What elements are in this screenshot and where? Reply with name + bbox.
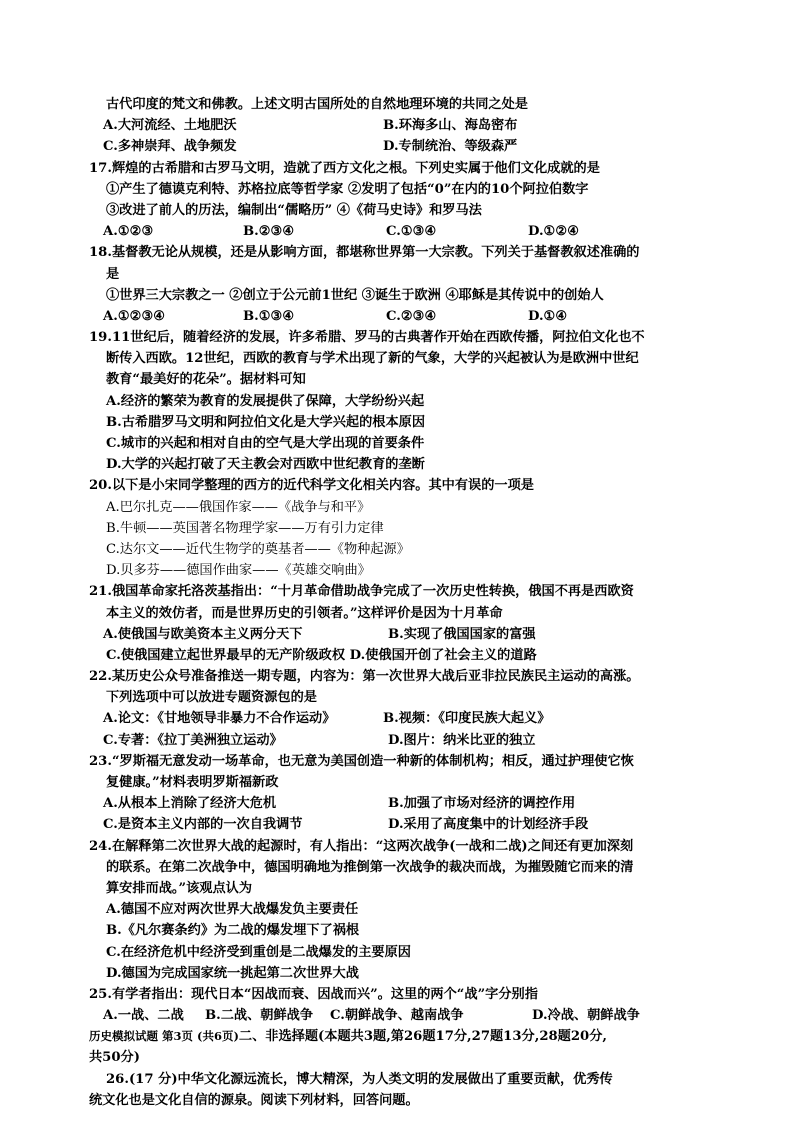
question-21-options-row2 [0, 645, 793, 666]
option-b: B.实现了俄国国家的富强 [388, 626, 536, 642]
question-18-stem-2: 是 [106, 266, 120, 282]
option-d: D.冷战、朝鲜战争 [532, 1008, 640, 1024]
question-20-stem: 20.以下是小宋同学整理的西方的近代科学文化相关内容。其中有误的一项是 [89, 478, 534, 494]
option-a: A.从根本上消除了经济大危机 [103, 796, 277, 812]
option-b: B.环海多山、海岛密布 [383, 118, 518, 134]
question-22-options-row2 [0, 730, 793, 751]
option-c: C.专著：《拉丁美洲独立运动》 [103, 732, 283, 748]
option-c: C.是资本主义内部的一次自我调节 [103, 817, 303, 833]
section-two-heading [0, 1026, 793, 1047]
option-d: D.采用了高度集中的计划经济手段 [388, 817, 589, 833]
question-17-options [0, 221, 793, 242]
question-19-option-b: B.古希腊罗马文明和阿拉伯文化是大学兴起的根本原因 [106, 414, 426, 430]
option-b: B.视频：《印度民族大起义》 [383, 711, 551, 727]
question-22-options-row1 [0, 708, 793, 729]
question-21-stem-2: 本主义的效仿者，而是世界历史的引领者。”这样评价是因为十月革命 [106, 605, 503, 621]
question-24-stem: 24.在解释第二次世界大战的起源时，有人指出：“这两次战争(一战和二战)之间还有更加深刻 [89, 838, 634, 854]
question-20-option-b: B.牛顿——英国著名物理学家——万有引力定律 [106, 520, 384, 536]
option-a: A.使俄国与欧美资本主义两分天下 [103, 626, 303, 642]
question-18-options [0, 306, 793, 327]
question-16-stem-end: 古代印度的梵文和佛教。上述文明古国所处的自然地理环境的共同之处是 [106, 97, 528, 112]
question-19-option-c: C.城市的兴起和相对自由的空气是大学出现的首要条件 [106, 436, 425, 451]
option-a: A.①②③④ [103, 308, 166, 324]
question-22-stem: 22.某历史公众号准备推送一期专题，内容为：第一次世界大战后亚非拉民族民主运动的高涨。 [89, 669, 640, 685]
question-19-stem: 19.11世纪后，随着经济的发展，许多希腊、罗马的古典著作开始在西欧传播，阿拉伯文化也不 [89, 330, 645, 346]
question-24-stem-3: 算安排而战。”该观点认为 [106, 880, 253, 896]
question-19-option-a: A.经济的繁荣为教育的发展提供了保障，大学纷纷兴起 [106, 393, 425, 409]
question-23-stem-2: 复健康。”材料表明罗斯福新政 [106, 775, 279, 790]
question-26-stem-2: 统文化也是文化自信的源泉。阅读下列材料，回答问题。 [89, 1092, 419, 1108]
question-19-option-d: D.大学的兴起打破了天主教会对西欧中世纪教育的垄断 [106, 457, 425, 473]
option-d: D.使俄国开创了社会主义的道路 [349, 647, 537, 663]
option-d: D.①④ [528, 308, 568, 324]
option-a: A.一战、二战 [103, 1008, 184, 1024]
question-17-stem: 17.辉煌的古希腊和古罗马文明，造就了西方文化之根。下列史实属于他们文化成就的是 [89, 160, 600, 176]
option-c: C.②③④ [386, 308, 437, 324]
question-17-items-2: ③改进了前人的历法，编制出“儒略历” ④《荷马史诗》和罗马法 [106, 202, 482, 218]
question-18-stem: 18.基督教无论从规模，还是从影响方面，都堪称世界第一大宗教。下列关于基督教叙述准确的 [89, 245, 640, 261]
option-c: C.使俄国建立起世界最早的无产阶级政权 [106, 647, 346, 663]
option-b: B.加强了市场对经济的调控作用 [388, 796, 576, 812]
exam-page [0, 94, 793, 1111]
option-d: D.图片：纳米比亚的独立 [388, 732, 536, 748]
option-c: C.①③④ [386, 224, 437, 240]
section-two-heading-2: 共50分) [89, 1050, 140, 1066]
question-19-stem-3: 教育“最美好的花朵”。据材料可知 [106, 372, 306, 388]
question-25-options [0, 1005, 793, 1026]
question-16-options-row2 [0, 136, 793, 157]
option-b: B.①③④ [243, 308, 295, 324]
section-two-title: 二、非选择题(本题共3题,第26题17分,27题13分,28题20分, [238, 1029, 607, 1045]
question-26-stem: 26.(17 分)中华文化源远流长，博大精深，为人类文明的发展做出了重要贡献，优秀传 [106, 1071, 613, 1087]
question-24-option-a: A.德国不应对两次世界大战爆发负主要责任 [106, 902, 359, 918]
question-24-option-b: B.《凡尔赛条约》为二战的爆发埋下了祸根 [106, 923, 360, 939]
option-a: A.论文：《甘地领导非暴力不合作运动》 [103, 711, 336, 727]
question-20-option-d: D.贝多芬——德国作曲家——《英雄交响曲》 [106, 563, 371, 579]
question-23-stem: 23.“罗斯福无意发动一场革命，也无意为美国创造一种新的体制机构；相反，通过护理使它恢 [89, 753, 634, 769]
question-16-options-row1 [0, 115, 793, 136]
question-21-options-row1 [0, 624, 793, 645]
option-b: B.二战、朝鲜战争 [205, 1008, 314, 1024]
question-24-option-d: D.德国为完成国家统一挑起第二次世界大战 [106, 965, 359, 981]
option-d: D.①②④ [528, 224, 580, 240]
question-17-items-1: ①产生了德谟克利特、苏格拉底等哲学家 ②发明了包括“0”在内的10个阿拉伯数字 [106, 181, 589, 197]
option-c: C.多神崇拜、战争频发 [103, 139, 237, 155]
question-23-options-row1 [0, 793, 793, 814]
question-23-options-row2 [0, 814, 793, 835]
question-20-option-c: C.达尔文——近代生物学的奠基者——《物种起源》 [106, 541, 410, 557]
option-c: C.朝鲜战争、越南战争 [330, 1008, 464, 1024]
question-19-stem-2: 断传入西欧。12世纪，西欧的教育与学术出现了新的气象，大学的兴起被认为是欧洲中世纪 [106, 351, 639, 367]
question-22-stem-2: 下列选项中可以放进专题资源包的是 [106, 690, 317, 706]
option-d: D.专制统治、等级森严 [383, 139, 518, 155]
question-24-stem-2: 的联系。在第二次战争中，德国明确地为推倒第一次战争的裁决而战，为摧毁随它而来的清 [106, 859, 634, 875]
question-20-option-a: A.巴尔扎克——俄国作家——《战争与和平》 [106, 499, 371, 515]
question-18-items: ①世界三大宗教之一 ②创立于公元前1世纪 ③诞生于欧洲 ④耶稣是其传说中的创始人 [106, 287, 604, 303]
question-24-option-c: C.在经济危机中经济受到重创是二战爆发的主要原因 [106, 944, 411, 960]
question-21-stem: 21.俄国革命家托洛茨基指出：“十月革命借助战争完成了一次历史性转换，俄国不再是西欧资 [89, 584, 634, 600]
question-25-stem: 25.有学者指出：现代日本“因战而衰、因战而兴”。这里的两个“战”字分别指 [89, 986, 538, 1002]
page-footer: 历史模拟试题 第3页 (共6页) [89, 1029, 239, 1044]
option-a: A.①②③ [103, 224, 154, 240]
option-b: B.②③④ [243, 224, 295, 240]
option-a: A.大河流经、土地肥沃 [103, 118, 237, 134]
